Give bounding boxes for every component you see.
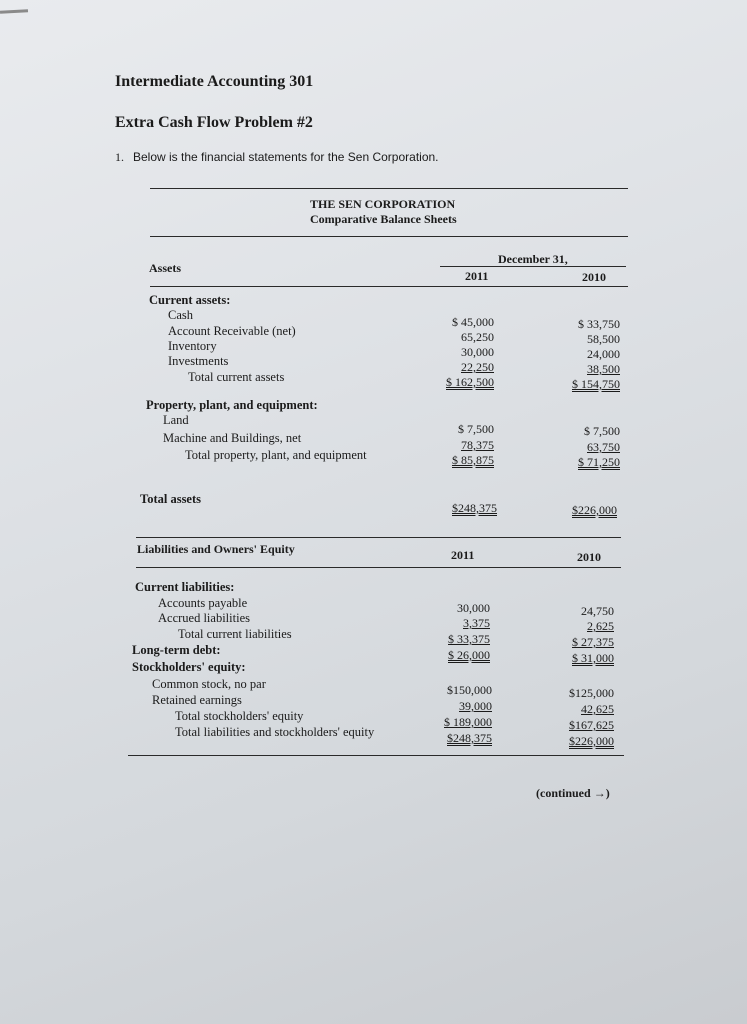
accrued-2011: 3,375 <box>463 616 490 630</box>
top-rule <box>150 188 628 189</box>
year-2011: 2011 <box>465 269 489 283</box>
date-underline <box>440 266 626 267</box>
long-term-debt-label: Long-term debt: <box>132 643 221 657</box>
investments-2010: 38,500 <box>587 362 620 376</box>
cash-2011: $ 45,000 <box>452 315 494 329</box>
inventory-label: Inventory <box>168 339 217 353</box>
retained-earnings-label: Retained earnings <box>152 693 242 707</box>
total-liabilities-equity-2010: $226,000 <box>569 734 614 748</box>
total-ppe-label: Total property, plant, and equipment <box>185 448 367 462</box>
common-stock-label: Common stock, no par <box>152 677 266 691</box>
continued-arrow-icon: →) <box>593 786 610 800</box>
common-stock-2011: $150,000 <box>447 683 492 697</box>
investments-label: Investments <box>168 354 229 368</box>
statement-subtitle: Comparative Balance Sheets <box>310 212 457 226</box>
long-term-debt-2011: $ 26,000 <box>448 648 490 662</box>
course-title: Intermediate Accounting 301 <box>115 73 314 90</box>
company-name: THE SEN CORPORATION <box>310 197 456 211</box>
land-2010: $ 7,500 <box>584 424 620 438</box>
receivable-2011: 65,250 <box>461 330 494 344</box>
total-current-liabilities-2010: $ 27,375 <box>572 635 614 649</box>
accrued-2010: 2,625 <box>587 619 614 633</box>
machine-2011: 78,375 <box>461 438 494 452</box>
payable-2011: 30,000 <box>457 601 490 615</box>
equity-heading: Stockholders' equity: <box>132 660 246 674</box>
land-label: Land <box>163 413 189 427</box>
total-current-liabilities-2011: $ 33,375 <box>448 632 490 646</box>
bottom-rule <box>128 755 624 756</box>
common-stock-2010: $125,000 <box>569 686 614 700</box>
investments-2011: 22,250 <box>461 360 494 374</box>
machine-label: Machine and Buildings, net <box>163 431 302 445</box>
continued-text: (continued <box>536 786 591 800</box>
inventory-2010: 24,000 <box>587 347 620 361</box>
liab-year-2010: 2010 <box>577 550 601 564</box>
cash-label: Cash <box>168 308 193 322</box>
total-current-assets-2010: $ 154,750 <box>572 377 620 391</box>
total-liabilities-equity-2011: $248,375 <box>447 731 492 745</box>
land-2011: $ 7,500 <box>458 422 494 436</box>
total-assets-label: Total assets <box>140 492 202 506</box>
total-equity-2011: $ 189,000 <box>444 715 492 729</box>
total-current-liabilities-label: Total current liabilities <box>178 627 292 641</box>
total-current-assets-label: Total current assets <box>188 370 285 384</box>
accrued-label: Accrued liabilities <box>158 611 250 625</box>
cash-2010: $ 33,750 <box>578 317 620 331</box>
total-equity-2010: $167,625 <box>569 718 614 732</box>
payable-2010: 24,750 <box>581 604 614 618</box>
problem-title: Extra Cash Flow Problem #2 <box>115 114 313 131</box>
continued-note <box>536 786 610 801</box>
liabilities-top-rule <box>136 537 621 538</box>
intro-number: 1. <box>115 150 124 164</box>
receivable-2010: 58,500 <box>587 332 620 346</box>
page-corner-mark <box>0 9 28 13</box>
assets-header-rule <box>150 286 628 287</box>
liabilities-heading: Liabilities and Owners' Equity <box>137 542 295 556</box>
receivable-label: Account Receivable (net) <box>168 324 296 338</box>
total-ppe-2010: $ 71,250 <box>578 455 620 469</box>
ppe-heading: Property, plant, and equipment: <box>146 398 318 412</box>
liabilities-header-rule <box>136 567 621 568</box>
current-liabilities-heading: Current liabilities: <box>135 580 235 594</box>
total-assets-2011: $248,375 <box>452 501 497 515</box>
date-header: December 31, <box>498 252 568 266</box>
total-assets-2010: $226,000 <box>572 503 617 517</box>
year-2010: 2010 <box>582 270 606 284</box>
total-ppe-2011: $ 85,875 <box>452 453 494 467</box>
retained-earnings-2011: 39,000 <box>459 699 492 713</box>
total-current-assets-2011: $ 162,500 <box>446 375 494 389</box>
inventory-2011: 30,000 <box>461 345 494 359</box>
assets-heading: Assets <box>149 261 181 275</box>
machine-2010: 63,750 <box>587 440 620 454</box>
total-liabilities-equity-label: Total liabilities and stockholders' equity <box>175 725 375 739</box>
intro-text: Below is the financial statements for the Sen Corporation. <box>133 150 439 164</box>
payable-label: Accounts payable <box>158 596 248 610</box>
header-rule <box>150 236 628 237</box>
retained-earnings-2010: 42,625 <box>581 702 614 716</box>
liab-year-2011: 2011 <box>451 548 475 562</box>
long-term-debt-2010: $ 31,000 <box>572 651 614 665</box>
total-equity-label: Total stockholders' equity <box>175 709 304 723</box>
current-assets-heading: Current assets: <box>149 293 231 307</box>
